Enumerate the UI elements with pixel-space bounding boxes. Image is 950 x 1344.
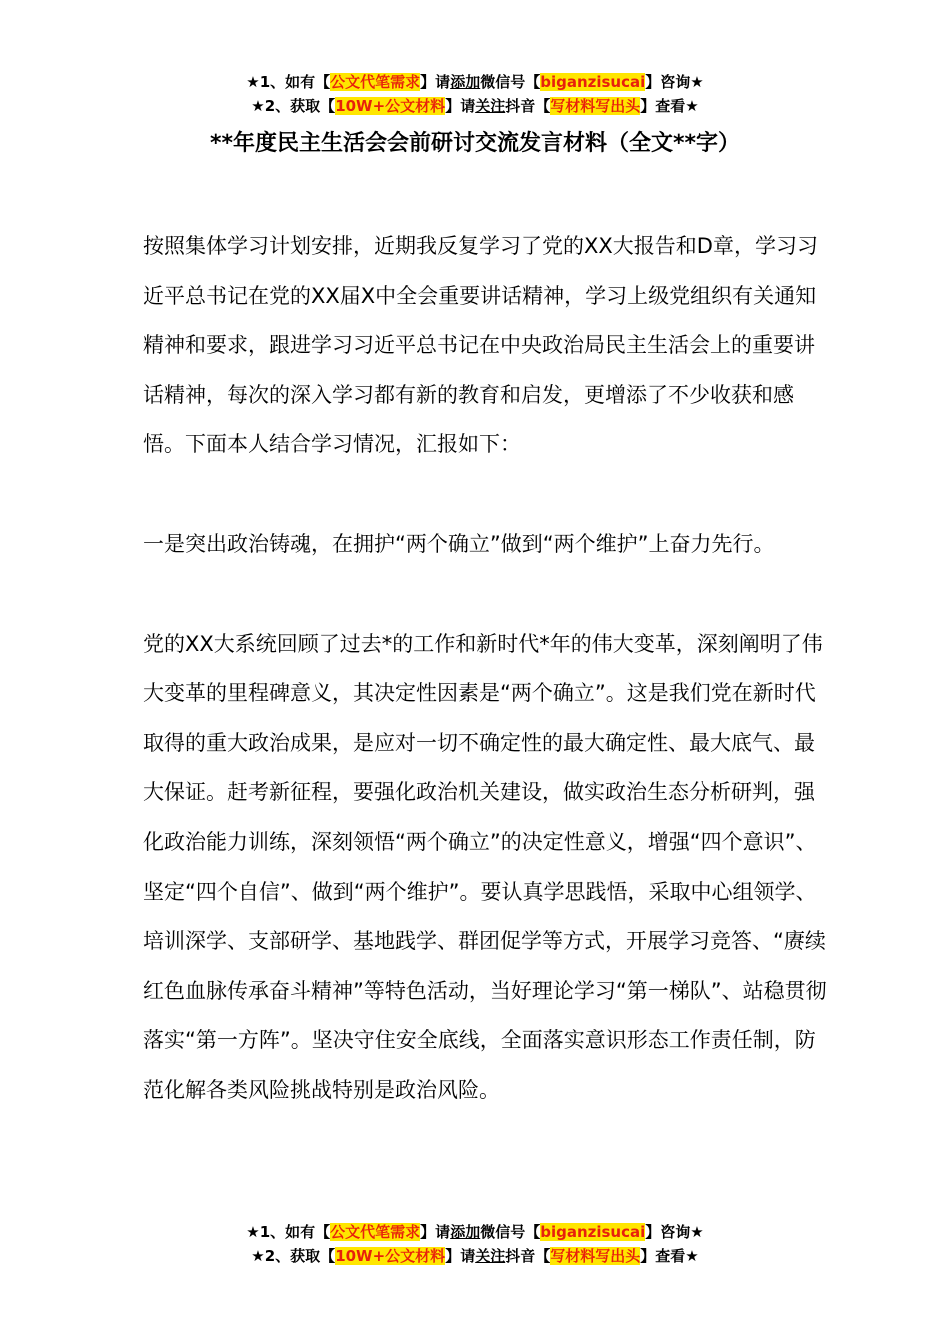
banner-text: 微信号【 — [480, 1223, 541, 1241]
banner-highlight: 10W+公文材料 — [335, 97, 446, 115]
banner-underline: 添加 — [450, 73, 481, 91]
banner-underline: 关注 — [475, 1247, 506, 1265]
banner-text: 】查看★ — [640, 1247, 699, 1265]
paragraph: 按照集体学习计划安排，近期我反复学习了党的XX大报告和D章，学习习近平总书记在党的XX届X中全会重要讲话精神，学习上级党组织有关通知精神和要求，跟进学习习近平总书记在中央政治局民主生活会上的重要讲话精神，每次的深入学习都有新的教育和启发，更增添了不少收获和感悟。下面本人结合学习情况，汇报如下： — [143, 234, 818, 457]
banner-highlight: 写材料写出头 — [550, 1247, 641, 1265]
banner-underline: 关注 — [475, 97, 506, 115]
paragraph: 党的XX大系统回顾了过去*的工作和新时代*年的伟大变革，深刻阐明了伟大变革的里程碑意义，其决定性因素是“两个确立”。这是我们党在新时代取得的重大政治成果，是应对一切不确定性的最大确定性、最大底气、最大保证。赶考新征程，要强化政治机关建设，做实政治生态分析研判，强化政治能力训练，深刻领悟“两个确立”的决定性意义，增强“四个意识”、坚定“四个自信”、做到“两个维护”。要认真学思践悟，采取中心组领学、培训深学、支部研学、基地践学、群团促学等方式，开展学习竞答、“赓续红色血脉传承奋斗精神”等特色活动，当好理论学习“第一梯队”、站稳贯彻落实“第一方阵”。坚决守住安全底线，全面落实意识形态工作责任制，防范化解各类风险挑战特别是政治风险。 — [143, 631, 827, 1102]
banner-text: ★2、获取【 — [251, 97, 336, 115]
banner-highlight: 公文代笔需求 — [330, 1223, 421, 1241]
banner-underline: 添加 — [450, 1223, 481, 1241]
banner-text: ★1、如有【 — [246, 1223, 331, 1241]
banner-text: 微信号【 — [480, 73, 541, 91]
banner-text: 抖音【 — [505, 97, 551, 115]
banner-text: ★2、获取【 — [251, 1247, 336, 1265]
banner-text: 】咨询★ — [645, 1223, 704, 1241]
document-body — [143, 222, 833, 1166]
banner-text: 】请 — [420, 73, 451, 91]
banner-text: 抖音【 — [505, 1247, 551, 1265]
header-banner — [0, 70, 950, 118]
banner-text: 】请 — [445, 1247, 476, 1265]
banner-line-2 — [0, 94, 950, 118]
banner-text: 】请 — [420, 1223, 451, 1241]
banner-highlight: 写材料写出头 — [550, 97, 641, 115]
banner-line-1 — [0, 1220, 950, 1244]
banner-highlight: 10W+公文材料 — [335, 1247, 446, 1265]
banner-highlight: biganzisucai — [540, 73, 646, 91]
banner-highlight: 公文代笔需求 — [330, 73, 421, 91]
banner-highlight: biganzisucai — [540, 1223, 646, 1241]
banner-line-1 — [0, 70, 950, 94]
footer-banner — [0, 1220, 950, 1268]
banner-line-2 — [0, 1244, 950, 1268]
banner-text: 】咨询★ — [645, 73, 704, 91]
banner-text: ★1、如有【 — [246, 73, 331, 91]
banner-text: 】请 — [445, 97, 476, 115]
paragraph: 一是突出政治铸魂，在拥护“两个确立”做到“两个维护”上奋力先行。 — [143, 531, 775, 556]
document-title: **年度民主生活会会前研讨交流发言材料（全文**字） — [209, 131, 741, 156]
banner-text: 】查看★ — [640, 97, 699, 115]
